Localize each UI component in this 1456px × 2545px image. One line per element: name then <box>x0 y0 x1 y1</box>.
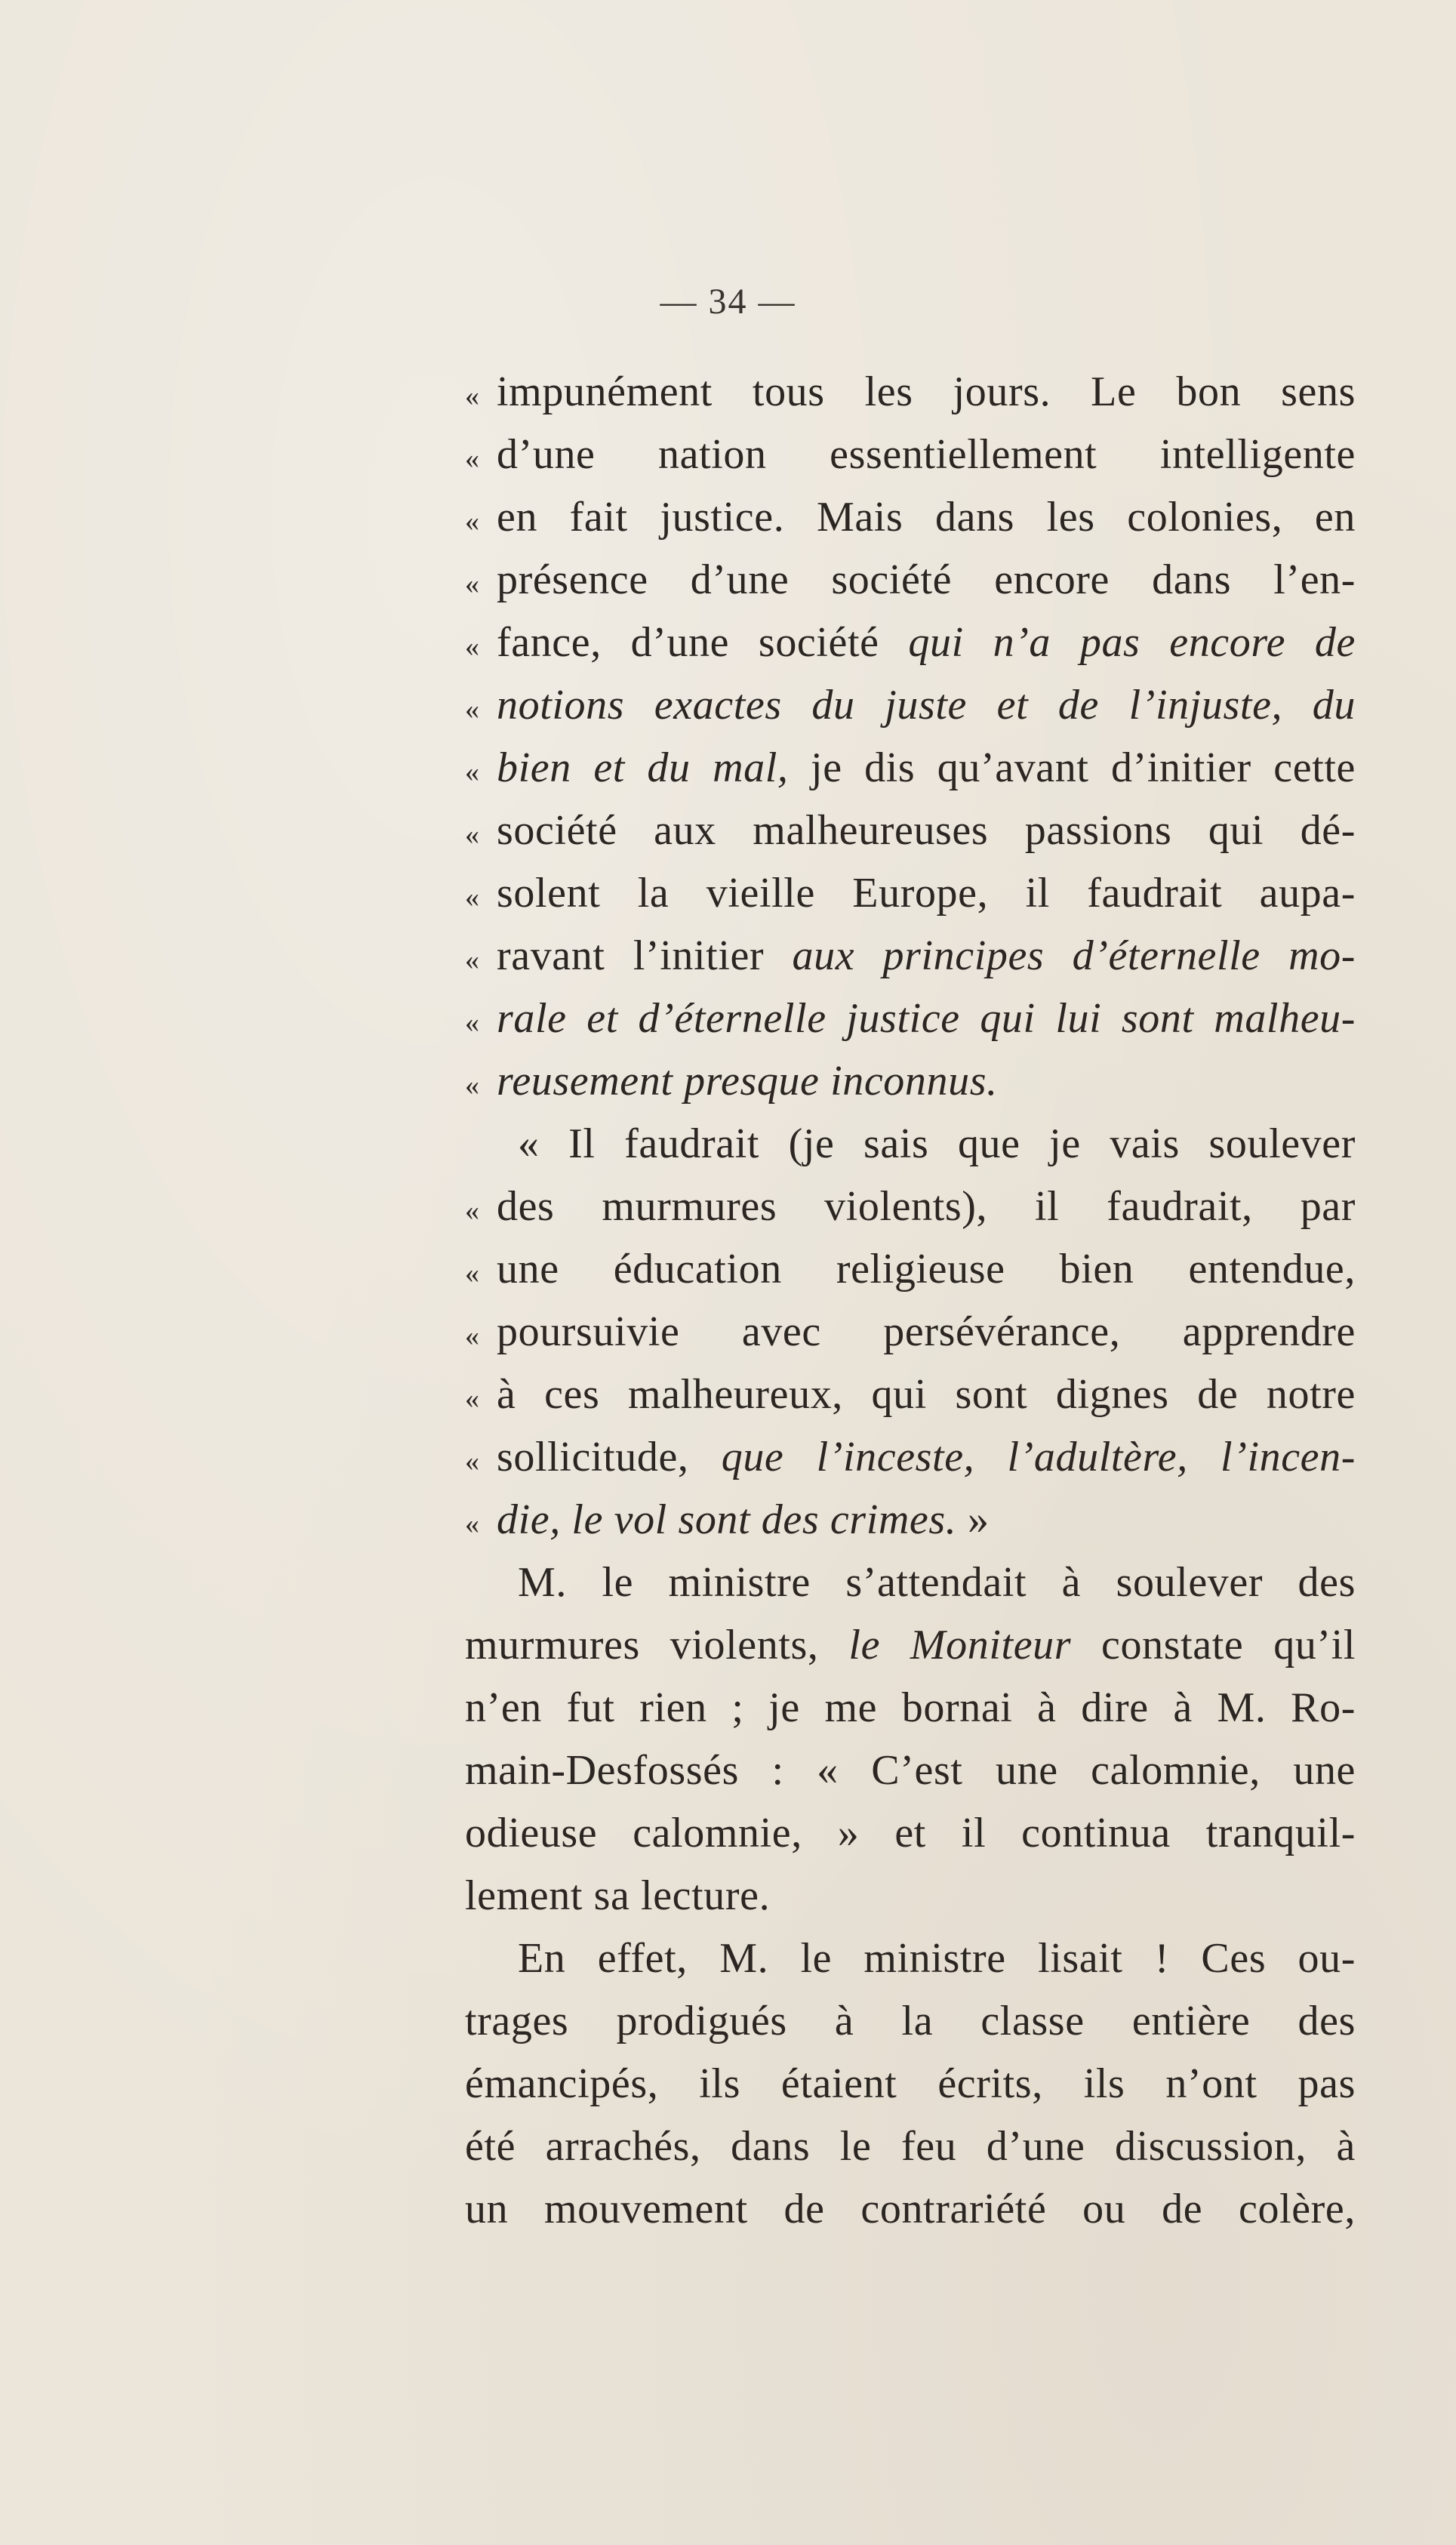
quote-mark: « <box>465 1258 480 1289</box>
italic-text: que l’inceste, l’adultère, l’incen- <box>721 1434 1356 1480</box>
text-line <box>465 424 1356 486</box>
text-line <box>465 1990 1356 2053</box>
quote-mark: « <box>465 694 480 726</box>
text-segment: odieuse calomnie, » et il continua tranquil- <box>465 1810 1356 1856</box>
text-segment: « Il faudrait (je sais que je vais soulever <box>518 1120 1356 1167</box>
quote-mark: « <box>465 631 480 663</box>
quote-mark: « <box>465 1320 480 1352</box>
text-line <box>465 925 1356 987</box>
text-segment: M. le ministre s’attendait à soulever des <box>518 1559 1356 1606</box>
page-number: — 34 — <box>660 282 796 322</box>
text-segment: ravant l’initier <box>497 932 793 979</box>
text-line <box>465 486 1356 549</box>
italic-text: bien et du mal, <box>497 744 789 791</box>
text-line <box>465 2053 1356 2115</box>
quote-mark: « <box>465 443 480 475</box>
quote-mark: « <box>465 568 480 600</box>
quote-mark: « <box>465 1195 480 1227</box>
quote-mark: « <box>465 944 480 976</box>
quote-mark: « <box>465 506 480 538</box>
quote-mark: « <box>465 819 480 851</box>
text-segment: murmures violents, <box>465 1622 849 1668</box>
text-segment: à ces malheureux, qui sont dignes de notre <box>497 1371 1356 1418</box>
text-line <box>465 549 1356 612</box>
text-line <box>465 1865 1356 1927</box>
italic-text: notions exactes du juste et de l’injuste, du <box>497 682 1356 729</box>
text-line <box>465 1238 1356 1301</box>
text-line <box>465 800 1356 862</box>
text-line <box>465 1551 1356 1614</box>
text-line <box>465 1050 1356 1113</box>
text-segment: sollicitude, <box>497 1434 722 1480</box>
text-line <box>465 2115 1356 2178</box>
body-text <box>465 361 1356 2241</box>
text-line <box>465 361 1356 424</box>
quote-mark: « <box>465 882 480 914</box>
text-segment: main-Desfossés : « C’est une calomnie, une <box>465 1747 1356 1794</box>
text-line <box>465 1301 1356 1363</box>
text-segment: je dis qu’avant d’initier cette <box>788 744 1356 791</box>
text-line <box>465 862 1356 925</box>
text-segment: été arrachés, dans le feu d’une discussion, à <box>465 2123 1356 2170</box>
text-line <box>465 612 1356 674</box>
text-segment: lement sa lecture. <box>465 1872 771 1919</box>
text-segment: impunément tous les jours. Le bon sens <box>497 368 1356 415</box>
text-segment: trages prodigués à la classe entière des <box>465 1998 1356 2044</box>
italic-text: rale et d’éternelle justice qui lui sont malheu- <box>497 995 1356 1042</box>
text-line <box>465 2178 1356 2241</box>
text-line <box>465 1113 1356 1175</box>
text-segment: » <box>956 1496 990 1543</box>
quote-mark: « <box>465 1446 480 1477</box>
text-segment: En effet, M. le ministre lisait ! Ces ou- <box>518 1935 1356 1982</box>
text-line <box>465 1802 1356 1865</box>
text-segment: en fait justice. Mais dans les colonies, en <box>497 494 1356 541</box>
quote-mark: « <box>465 1383 480 1415</box>
text-line <box>465 987 1356 1050</box>
italic-text: aux principes d’éternelle mo- <box>792 932 1356 979</box>
text-segment: solent la vieille Europe, il faudrait aupa- <box>497 870 1356 917</box>
quote-mark: « <box>465 1007 480 1039</box>
text-segment: n’en fut rien ; je me bornai à dire à M. Ro- <box>465 1684 1356 1731</box>
text-segment: un mouvement de contrariété ou de colère, <box>465 2186 1356 2232</box>
text-segment: des murmures violents), il faudrait, par <box>497 1183 1356 1230</box>
text-segment: poursuivie avec persévérance, apprendre <box>497 1308 1356 1355</box>
text-line <box>465 1739 1356 1802</box>
text-line <box>465 1677 1356 1739</box>
italic-text: die, le vol sont des crimes. <box>497 1496 957 1543</box>
italic-text: le Moniteur <box>848 1622 1072 1668</box>
text-line <box>465 737 1356 800</box>
text-line <box>465 1614 1356 1677</box>
text-segment: constate qu’il <box>1071 1622 1356 1668</box>
quote-mark: « <box>465 1508 480 1540</box>
text-segment: société aux malheureuses passions qui dé- <box>497 807 1356 854</box>
text-line <box>465 1927 1356 1990</box>
text-segment: présence d’une société encore dans l’en- <box>497 556 1356 603</box>
text-segment: une éducation religieuse bien entendue, <box>497 1246 1356 1293</box>
italic-text: reusement presque inconnus. <box>497 1058 998 1105</box>
text-line <box>465 674 1356 737</box>
text-segment: fance, d’une société <box>497 619 909 666</box>
text-line <box>465 1489 1356 1551</box>
text-line <box>465 1363 1356 1426</box>
text-segment: d’une nation essentiellement intelligente <box>497 431 1356 478</box>
text-line <box>465 1426 1356 1489</box>
quote-mark: « <box>465 1070 480 1101</box>
quote-mark: « <box>465 756 480 788</box>
italic-text: qui n’a pas encore de <box>908 619 1356 666</box>
text-segment: émancipés, ils étaient écrits, ils n’ont pas <box>465 2060 1356 2107</box>
text-line <box>465 1175 1356 1238</box>
quote-mark: « <box>465 381 480 412</box>
